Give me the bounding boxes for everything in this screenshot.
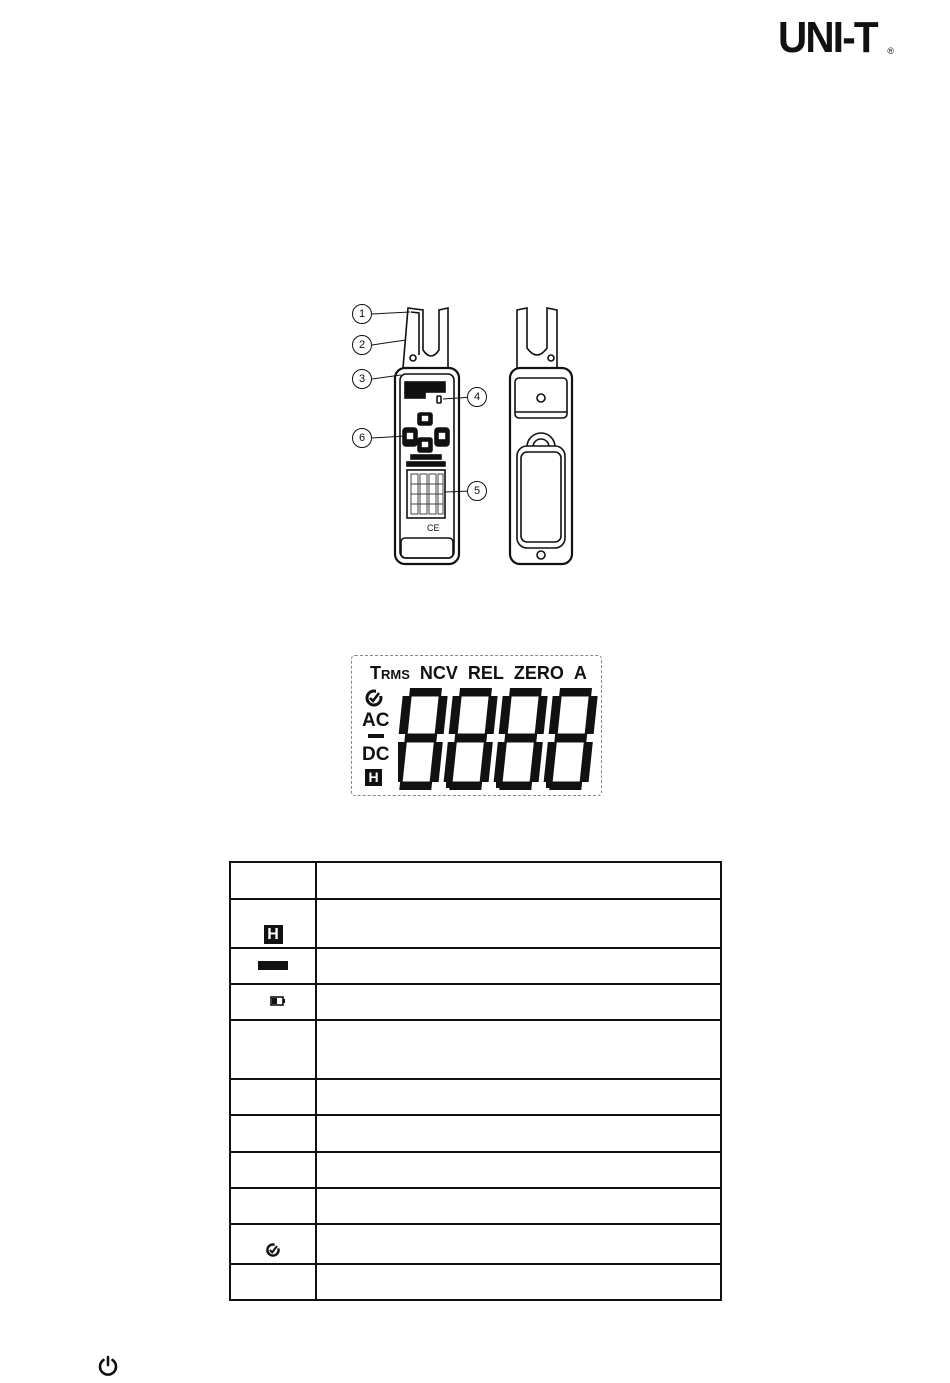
- auto-power-off-icon: [364, 688, 384, 708]
- table-symbol-cell: [230, 1152, 316, 1188]
- table-symbol-cell: [230, 984, 316, 1020]
- table-symbol-cell: [230, 899, 316, 948]
- table-row: [230, 1224, 721, 1264]
- auto-power-off-icon: [265, 1242, 281, 1258]
- device-drawing: [345, 300, 590, 570]
- brand-logo: [778, 14, 894, 62]
- table-description-cell: [316, 984, 721, 1020]
- callout-3: 3: [352, 369, 372, 389]
- table-row: [230, 1079, 721, 1115]
- brand-name: UNI-T: [778, 13, 877, 62]
- callout-4: 4: [467, 387, 487, 407]
- table-description-cell: [316, 1152, 721, 1188]
- table-description-cell: [316, 1115, 721, 1152]
- table-row: [230, 948, 721, 984]
- power-icon: [97, 1355, 119, 1377]
- device-illustration: [345, 300, 590, 570]
- lcd-top-indicators: [362, 662, 593, 684]
- table-symbol-cell: [230, 1020, 316, 1079]
- lcd-dc-indicator: DC: [362, 744, 390, 765]
- table-row: [230, 1264, 721, 1300]
- hold-icon: H: [264, 925, 283, 944]
- lcd-ac-indicator: AC: [362, 710, 390, 731]
- lcd-trms-indicator: TRMS: [370, 662, 410, 683]
- symbol-description-table: [229, 861, 722, 1301]
- table-symbol-cell: [230, 1188, 316, 1224]
- lcd-ncv-indicator: NCV: [419, 662, 458, 683]
- lcd-negative-indicator: [368, 734, 384, 738]
- low-battery-icon: [270, 996, 286, 1006]
- table-row: [230, 1020, 721, 1079]
- table-symbol-cell: [230, 948, 316, 984]
- table-row: [230, 1152, 721, 1188]
- device-back-view: [510, 308, 572, 564]
- table-row: [230, 984, 721, 1020]
- registered-mark: ®: [887, 46, 894, 56]
- lcd-amp-indicator: A: [573, 662, 587, 683]
- table-symbol-cell: [230, 1079, 316, 1115]
- table-row: [230, 1115, 721, 1152]
- lcd-rel-indicator: REL: [467, 662, 504, 683]
- callout-1: 1: [352, 304, 372, 324]
- negative-bar-icon: [258, 961, 288, 970]
- table-row: [230, 862, 721, 899]
- lcd-display: [351, 655, 602, 796]
- table-symbol-cell: [230, 862, 316, 899]
- svg-text:CE: CE: [427, 523, 440, 533]
- table-description-cell: [316, 899, 721, 948]
- table-description-cell: [316, 1188, 721, 1224]
- table-description-cell: [316, 1224, 721, 1264]
- table-symbol-cell: [230, 1115, 316, 1152]
- lcd-zero-indicator: ZERO: [513, 662, 564, 683]
- table-description-cell: [316, 1264, 721, 1300]
- callout-2: 2: [352, 335, 372, 355]
- table-row: [230, 1188, 721, 1224]
- callout-6: 6: [352, 428, 372, 448]
- lcd-seven-segment-digits: [398, 688, 598, 790]
- table-symbol-cell: [230, 1264, 316, 1300]
- table-description-cell: [316, 948, 721, 984]
- table-row: [230, 899, 721, 948]
- callout-5: 5: [467, 481, 487, 501]
- table-description-cell: [316, 1079, 721, 1115]
- lcd-hold-indicator: H: [365, 769, 382, 786]
- table-description-cell: [316, 1020, 721, 1079]
- table-description-cell: [316, 862, 721, 899]
- table-symbol-cell: [230, 1224, 316, 1264]
